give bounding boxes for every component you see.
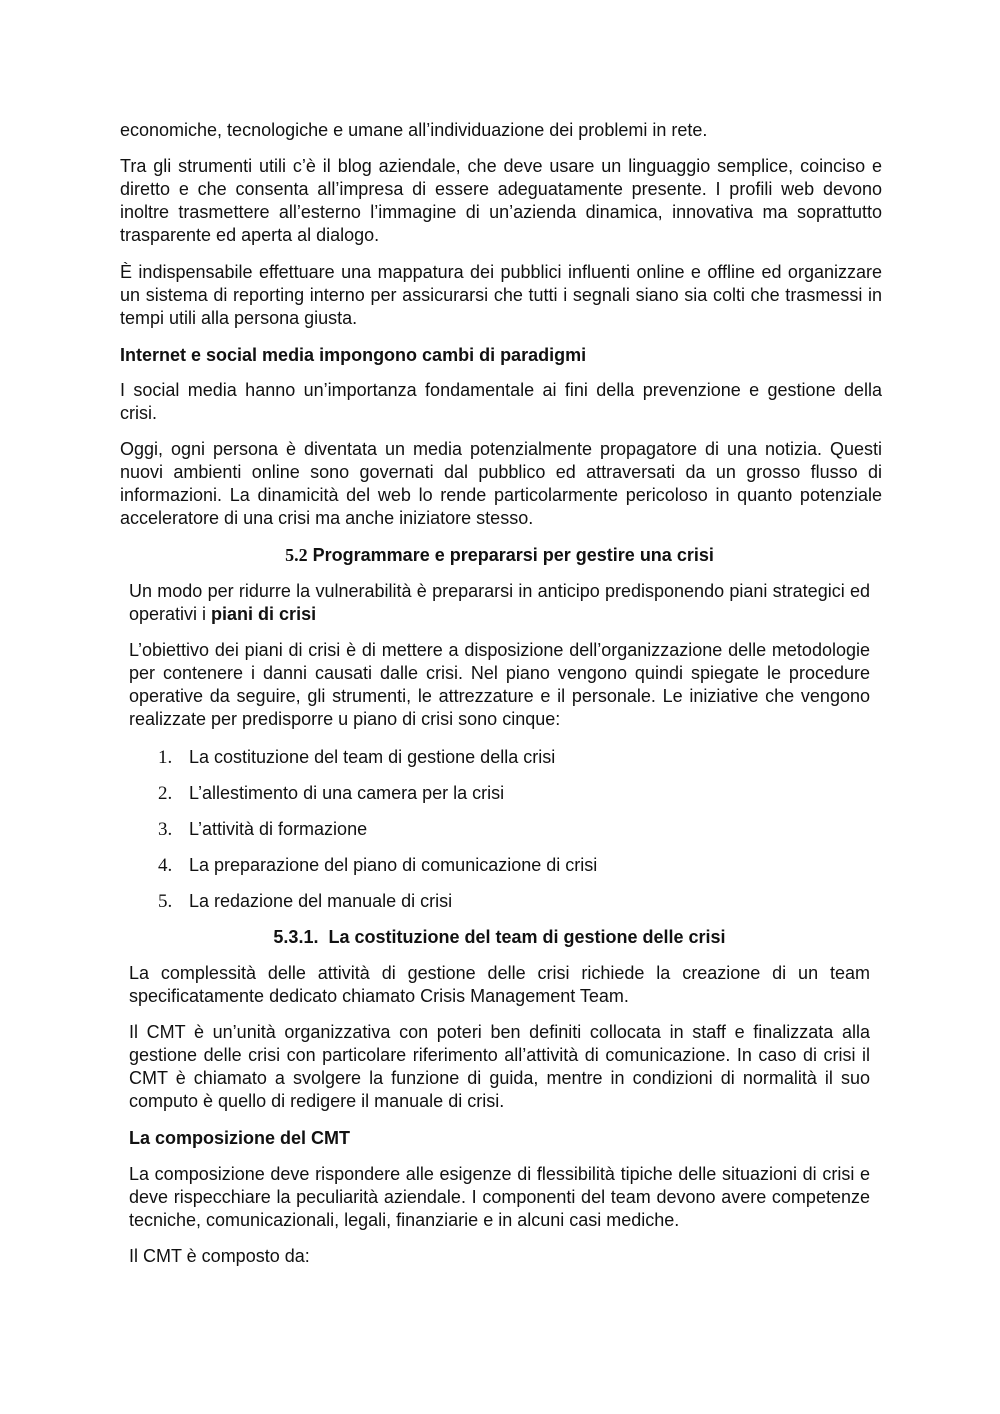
paragraph-blog: Tra gli strumenti utili c’è il blog aziendale, che deve usare un linguaggio semplice, coinciso e diretto e che consenta all’impresa di essere adeguatamente presente. I profili web devono inoltre trasmettere all’esterno l’immagine di un’azienda dinamica, innovativa ma soprattutto trasparente ed aperta al dialogo. (120, 156, 882, 245)
list-marker: 5. (158, 891, 173, 912)
list-item-text: La redazione del manuale di crisi (189, 891, 453, 911)
section-heading-5-3-1: 5.3.1. La costituzione del team di gestione delle crisi (273, 927, 726, 947)
list-item (158, 890, 858, 913)
paragraph-cmt-composto: Il CMT è composto da: (129, 1246, 310, 1266)
list-marker: 3. (158, 819, 173, 840)
paragraph-text: Un modo per ridurre la vulnerabilità è prepararsi in anticipo predisponendo piani strategici ed operativi i (129, 581, 870, 624)
list-item-text: L’allestimento di una camera per la crisi (189, 783, 505, 803)
section-heading-5-2 (129, 544, 870, 567)
list-marker: 2. (158, 783, 173, 804)
initiatives-list (158, 746, 858, 926)
section-title: Programmare e prepararsi per gestire una crisi (307, 545, 714, 565)
list-marker: 4. (158, 855, 173, 876)
paragraph-piani-di-crisi (129, 580, 870, 626)
list-item (158, 854, 858, 877)
paragraph-complessita: La complessità delle attività di gestione delle crisi richiede la creazione di un team specificatamente dedicato chiamato Crisis Management Team. (129, 963, 870, 1006)
list-item-text: La preparazione del piano di comunicazione di crisi (189, 855, 598, 875)
list-item-text: La costituzione del team di gestione della crisi (189, 747, 556, 767)
paragraph-intro-continuation: economiche, tecnologiche e umane all’individuazione dei problemi in rete. (120, 120, 708, 140)
paragraph-social-importance: I social media hanno un’importanza fondamentale ai fini della prevenzione e gestione della crisi. (120, 380, 882, 423)
list-item (158, 818, 858, 841)
paragraph-web-dynamics: Oggi, ogni persona è diventata un media potenzialmente propagatore di una notizia. Questi nuovi ambienti online sono governati dal pubblico ed attraversati da un grosso flusso di informazioni. La dinamicità del web lo rende particolarmente pericoloso in quanto potenziale acceleratore di una crisi ma anche iniziatore stesso. (120, 439, 882, 528)
paragraph-cmt-definition: Il CMT è un’unità organizzativa con poteri ben definiti collocata in staff e finalizzata alla gestione delle crisi con particolare riferimento all’attività di comunicazione. In caso di crisi il CMT è chiamato a svolgere la funzione di guida, mentre in condizioni di normalità il suo computo è quello di redigere il manuale di crisi. (129, 1022, 870, 1111)
heading-social-media: Internet e social media impongono cambi di paradigmi (120, 345, 587, 365)
list-item (158, 782, 858, 805)
bold-term: piani di crisi (211, 604, 317, 624)
paragraph-composizione: La composizione deve rispondere alle esigenze di flessibilità tipiche delle situazioni di crisi e deve rispecchiare la peculiarità aziendale. I componenti del team devono avere competenze tecniche, comunicazionali, legali, finanziarie e in alcuni casi mediche. (129, 1164, 870, 1230)
list-item (158, 746, 858, 769)
paragraph-obiettivo: L’obiettivo dei piani di crisi è di mettere a disposizione dell’organizzazione delle metodologie per contenere i danni causati dalle crisi. Nel piano vengono quindi spiegate le procedure operative da seguire, gli strumenti, le attrezzature e il personale. Le iniziative che vengono realizzate per predisporre u piano di crisi sono cinque: (129, 640, 870, 729)
paragraph-mappatura: È indispensabile effettuare una mappatura dei pubblici influenti online e offline ed organizzare un sistema di reporting interno per assicurarsi che tutti i segnali siano sia colti che trasmessi in tempi utili alla persona giusta. (120, 262, 882, 328)
list-marker: 1. (158, 747, 173, 768)
heading-composizione-cmt: La composizione del CMT (129, 1128, 351, 1148)
list-item-text: L’attività di formazione (189, 819, 368, 839)
section-number: 5.2 (285, 545, 308, 565)
